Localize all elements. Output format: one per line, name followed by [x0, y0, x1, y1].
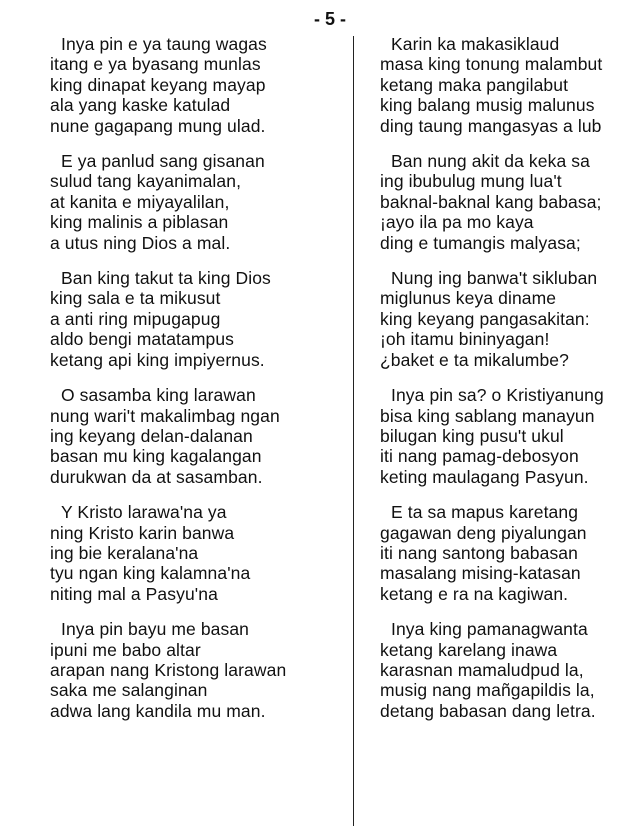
verse-line: sulud tang kayanimalan, [50, 171, 242, 192]
verse-line: ketang karelang inawa [380, 639, 558, 660]
verse-line: nune gagapang mung ulad. [50, 115, 266, 136]
verse-line: aldo bengi matatampus [50, 329, 235, 350]
verse-line: Nung ing banwa't sikluban [391, 268, 598, 289]
verse-line: king balang musig malunus [380, 95, 595, 116]
left-column [50, 34, 345, 736]
verse-line: ning Kristo karin banwa [50, 522, 235, 543]
verse-line: gagawan deng piyalungan [380, 522, 587, 543]
stanza [50, 268, 345, 370]
verse-line: a anti ring mipugapug [50, 308, 221, 329]
stanza [50, 385, 345, 487]
verse-line: Ban king takut ta king Dios [61, 268, 271, 289]
stanza [380, 385, 633, 487]
stanza [50, 502, 345, 604]
stanza [50, 619, 345, 721]
verse-line: O sasamba king larawan [61, 385, 256, 406]
verse-line: tyu ngan king kalamna'na [50, 563, 251, 584]
column-divider [353, 36, 354, 826]
verse-line: ing ibubulug mung lua't [380, 171, 562, 192]
verse-line: Ban nung akit da keka sa [391, 151, 590, 172]
verse-line: keting maulagang Pasyun. [380, 466, 589, 487]
verse-line: iti nang santong babasan [380, 542, 578, 563]
verse-line: ¡oh itamu bininyagan! [380, 329, 550, 350]
verse-line: king sala e ta mikusut [50, 288, 221, 309]
verse-line: ¡ayo ila pa mo kaya [380, 212, 534, 233]
verse-line: nung wari't makalimbag ngan [50, 405, 280, 426]
verse-line: masalang mising-katasan [380, 563, 581, 584]
verse-line: bilugan king pusu't ukul [380, 425, 564, 446]
verse-line: king dinapat keyang mayap [50, 74, 266, 95]
verse-line: itang e ya byasang munlas [50, 54, 261, 75]
verse-line: ketang api king impiyernus. [50, 349, 265, 370]
verse-line: ala yang kaske katulad [50, 95, 231, 116]
verse-line: ¿baket e ta mikalumbe? [380, 349, 569, 370]
verse-line: baknal-baknal kang babasa; [380, 191, 602, 212]
verse-line: E ta sa mapus karetang [391, 502, 579, 523]
verse-line: musig nang mañgapildis la, [380, 680, 595, 701]
verse-line: king keyang pangasakitan: [380, 308, 590, 329]
verse-line: ketang e ra na kagiwan. [380, 583, 569, 604]
verse-line: bisa king sablang manayun [380, 405, 595, 426]
verse-line: Inya pin bayu me basan [61, 619, 250, 640]
verse-line: at kanita e miyayalilan, [50, 191, 230, 212]
verse-line: a utus ning Dios a mal. [50, 232, 231, 253]
stanza [380, 34, 633, 136]
verse-line: E ya panlud sang gisanan [61, 151, 265, 172]
verse-line: Y Kristo larawa'na ya [61, 502, 227, 523]
verse-line: ketang maka pangilabut [380, 74, 569, 95]
verse-line: ipuni me babo altar [50, 639, 201, 660]
stanza [380, 151, 633, 253]
verse-line: ding e tumangis malyasa; [380, 232, 581, 253]
right-column [380, 34, 633, 736]
verse-line: Inya pin e ya taung wagas [61, 34, 267, 54]
verse-line: king malinis a piblasan [50, 212, 229, 233]
verse-line: Karin ka makasiklaud [391, 34, 560, 54]
stanza [50, 34, 345, 136]
verse-line: Inya king pamanagwanta [391, 619, 588, 640]
verse-line: ding taung mangasyas a lub [380, 115, 602, 136]
verse-line: detang babasan dang letra. [380, 700, 596, 721]
stanza [380, 502, 633, 604]
stanza [380, 619, 633, 721]
verse-line: ing bie keralana'na [50, 542, 199, 563]
verse-line: niting mal a Pasyu'na [50, 583, 218, 604]
verse-line: karasnan mamaludpud la, [380, 659, 584, 680]
verse-line: adwa lang kandila mu man. [50, 700, 266, 721]
page-number: - 5 - [313, 9, 346, 29]
verse-line: masa king tonung malambut [380, 54, 603, 75]
verse-line: miglunus keya diname [380, 288, 557, 309]
stanza [380, 268, 633, 370]
verse-line: arapan nang Kristong larawan [50, 659, 287, 680]
verse-line: ing keyang delan-dalanan [50, 425, 253, 446]
verse-line: durukwan da at sasamban. [50, 466, 263, 487]
verse-line: Inya pin sa? o Kristiyanung [391, 385, 604, 406]
verse-line: saka me salanginan [50, 680, 208, 701]
stanza [50, 151, 345, 253]
verse-line: basan mu king kagalangan [50, 446, 262, 467]
verse-line: iti nang pamag-debosyon [380, 446, 579, 467]
